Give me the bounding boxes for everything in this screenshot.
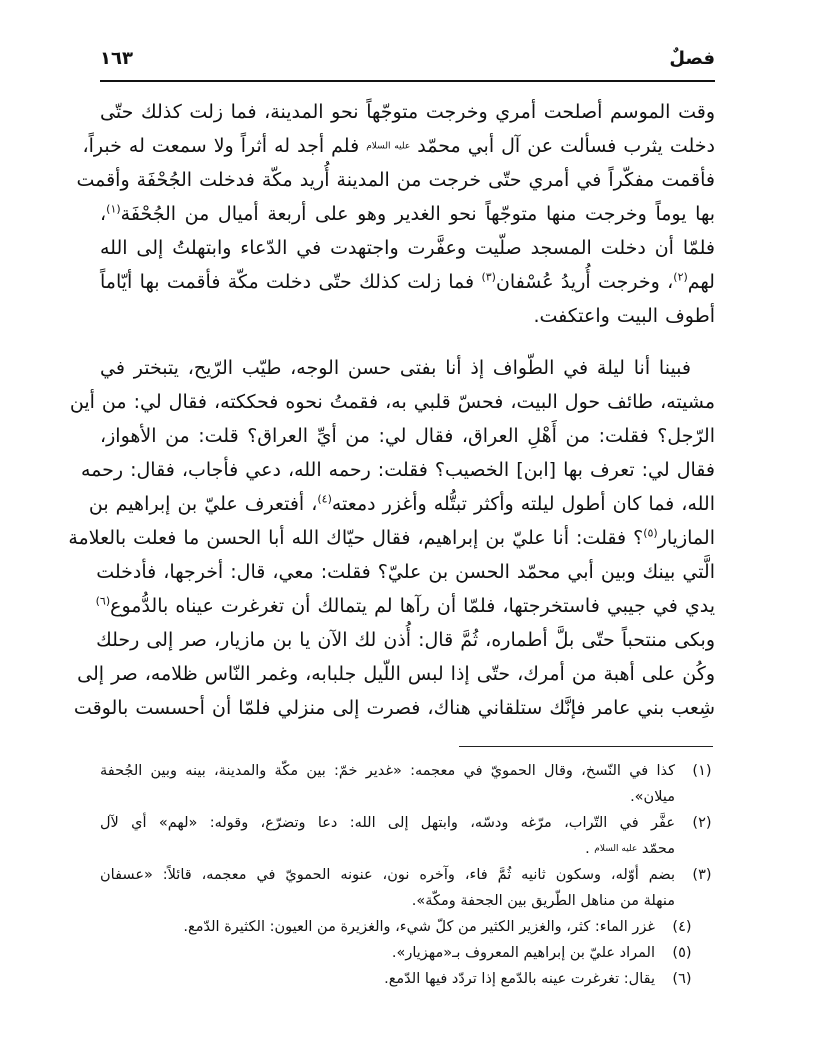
text-line: شِعب بني عامر فإنَّك ستلقاني هناك، فصرت إلى منزلي فلمّا أن أحسست بالوقت: [73, 697, 715, 719]
footnote-line: بضم أوّله، وسكون ثانيه ثُمَّ فاء، وآخره نون، عنونه الحمويّ في معجمه، قائلاً: «عسفان: [100, 867, 675, 883]
text-line: المازيار$^{(٥)}$؟ فقلت: أنا عليّ بن إبراهيم، فقال حيّاك الله أبا الحسن ما فعلت بالعلامة: [68, 526, 715, 549]
text-line: أطوف البيت واعتكفت.: [533, 305, 715, 327]
footnote-item: [100, 914, 715, 940]
text-line: وكُن على أهبة من أمرك، حتّى إذا لبس اللّيل جلبابه، وغمر النّاس ظلامه، صر إلى: [77, 663, 715, 685]
text-line: لهم$^{(٢)}$، وخرجت أُريدُ عُسْفان$^{(٣)}$ فما زلت كذلك حتّى دخلت مكّة فأقمت بها أيّاماً: [100, 270, 715, 293]
footnote-item: [100, 758, 715, 810]
footnotes: [100, 758, 715, 992]
footnote-ref[interactable]: (٦): [95, 594, 111, 608]
footnote-line: غزر الماء: كثر، والغزير الكثير من كلّ شيء، والغزيرة من العيون: الكثيرة الدّمع.: [183, 919, 655, 935]
footnote-separator: [459, 746, 713, 747]
footnote-line: ميلان».: [630, 789, 675, 805]
text-line: فقال لي: تعرف بها [ابن] الخصيب؟ فقلت: رحمه الله، دعي فأجاب، فقال: رحمه: [80, 459, 715, 481]
text-line: فأقمت مفكّراً في أمري حتّى خرجت من المدينة أُريد مكّة فدخلت الجُحْفَة وأقمت: [76, 169, 715, 191]
footnote-ref[interactable]: (٤): [317, 492, 332, 506]
footnote-number: (٢): [692, 815, 712, 831]
footnote-line: يقال: تغرغرت عينه بالدّمع إذا تردّد فيها الدّمع.: [384, 971, 655, 987]
footnote-line: محمّد عليه السلام .: [585, 841, 675, 857]
text-line: الَّتي بينك وبين أبي محمّد الحسن بن عليّ؟ فقلت: معي، قال: أخرجها، فأدخلت: [96, 561, 715, 583]
text-line: فبينا أنا ليلة في الطّواف إذ أنا بفتى حسن الوجه، طيّب الرّيح، يتبختر في: [100, 357, 691, 379]
book-page: [68, 0, 715, 1059]
footnote-line: عفَّر في التّراب، مرّغه ودسّه، وابتهل إلى الله: دعا وتضرّع، وقوله: «لهم» أي لآل: [100, 815, 675, 831]
footnote-number: (٦): [672, 971, 692, 987]
footnote-item: [100, 966, 715, 992]
paragraph-gap: [100, 333, 715, 351]
text-line: يدي في جيبي فاستخرجتها، فلمّا أن رآها لم يتمالك أن تغرغرت عيناه بالدُّموع$^{(٦)}$: [95, 594, 715, 617]
footnote-line: منهلة من مناهل الطّريق بين الجحفة ومكّة».: [411, 893, 675, 909]
footnote-ref[interactable]: (١): [106, 202, 121, 216]
honorific-glyph: عليه السلام: [594, 844, 638, 854]
text-line: فلمّا أن دخلت المسجد صلّيت وعفَّرت واجتهدت في الدّعاء وابتهلتُ إلى الله: [100, 237, 715, 259]
paragraph: [76, 95, 715, 333]
footnote-number: (٣): [692, 867, 712, 883]
footnote-number: (١): [692, 763, 712, 779]
footnote-ref[interactable]: (٥): [643, 526, 658, 540]
text-line: وقت الموسم أصلحت أمري وخرجت متوجّهاً نحو المدينة، فما زلت كذلك حتّى: [100, 101, 715, 123]
running-header: [100, 48, 715, 76]
page-number: ١٦٣: [100, 48, 133, 69]
text-line: الرّجل؟ فقلت: من أَهْلِ العراق، فقال لي: من أيِّ العراق؟ قلت: من الأهواز،: [100, 425, 715, 447]
text-line: مشيته، طائف حول البيت، فحسّ قلبي به، فقمتُ نحوه فحككته، فقال لي: من أين: [69, 391, 715, 413]
footnote-number: (٤): [672, 919, 692, 935]
footnote-line: كذا في النّسخ، وقال الحمويّ في معجمه: «غدير خمّ: بين مكّة والمدينة، بينه وبين الجُحفة: [100, 763, 675, 779]
chapter-title: فصلٌ: [669, 48, 715, 69]
footnote-ref[interactable]: (٣): [481, 270, 496, 284]
footnote-line: المراد عليّ بن إبراهيم المعروف بـ«مهزيار».: [391, 945, 655, 961]
text-line: بها يوماً وخرجت منها متوجّهاً نحو الغدير وهو على أربعة أميال من الجُحْفَة$^{(١)}$،: [100, 202, 715, 225]
text-line: دخلت يثرب فسألت عن آل أبي محمّد عليه السلام فلم أجد له أثراً ولا سمعت له خبراً،: [82, 135, 715, 157]
header-rule: [100, 80, 715, 82]
footnote-number: (٥): [672, 945, 692, 961]
footnote-item: [100, 862, 715, 914]
honorific-glyph: عليه السلام: [366, 141, 411, 152]
main-text: [68, 95, 715, 725]
paragraph: [68, 351, 715, 725]
footnote-item: [100, 940, 715, 966]
footnote-item: [100, 810, 715, 862]
text-line: الله، فما كان أطول ليلته وأكثر تبتُّله وأغزر دمعته$^{(٤)}$، أفتعرف عليّ بن إبراهيم بن: [88, 492, 715, 515]
footnote-ref[interactable]: (٢): [673, 270, 688, 284]
text-line: وبكى منتحباً حتّى بلَّ أطماره، ثُمَّ قال: أُذن لك الآن يا بن مازيار، صر إلى رحلك: [96, 629, 715, 651]
